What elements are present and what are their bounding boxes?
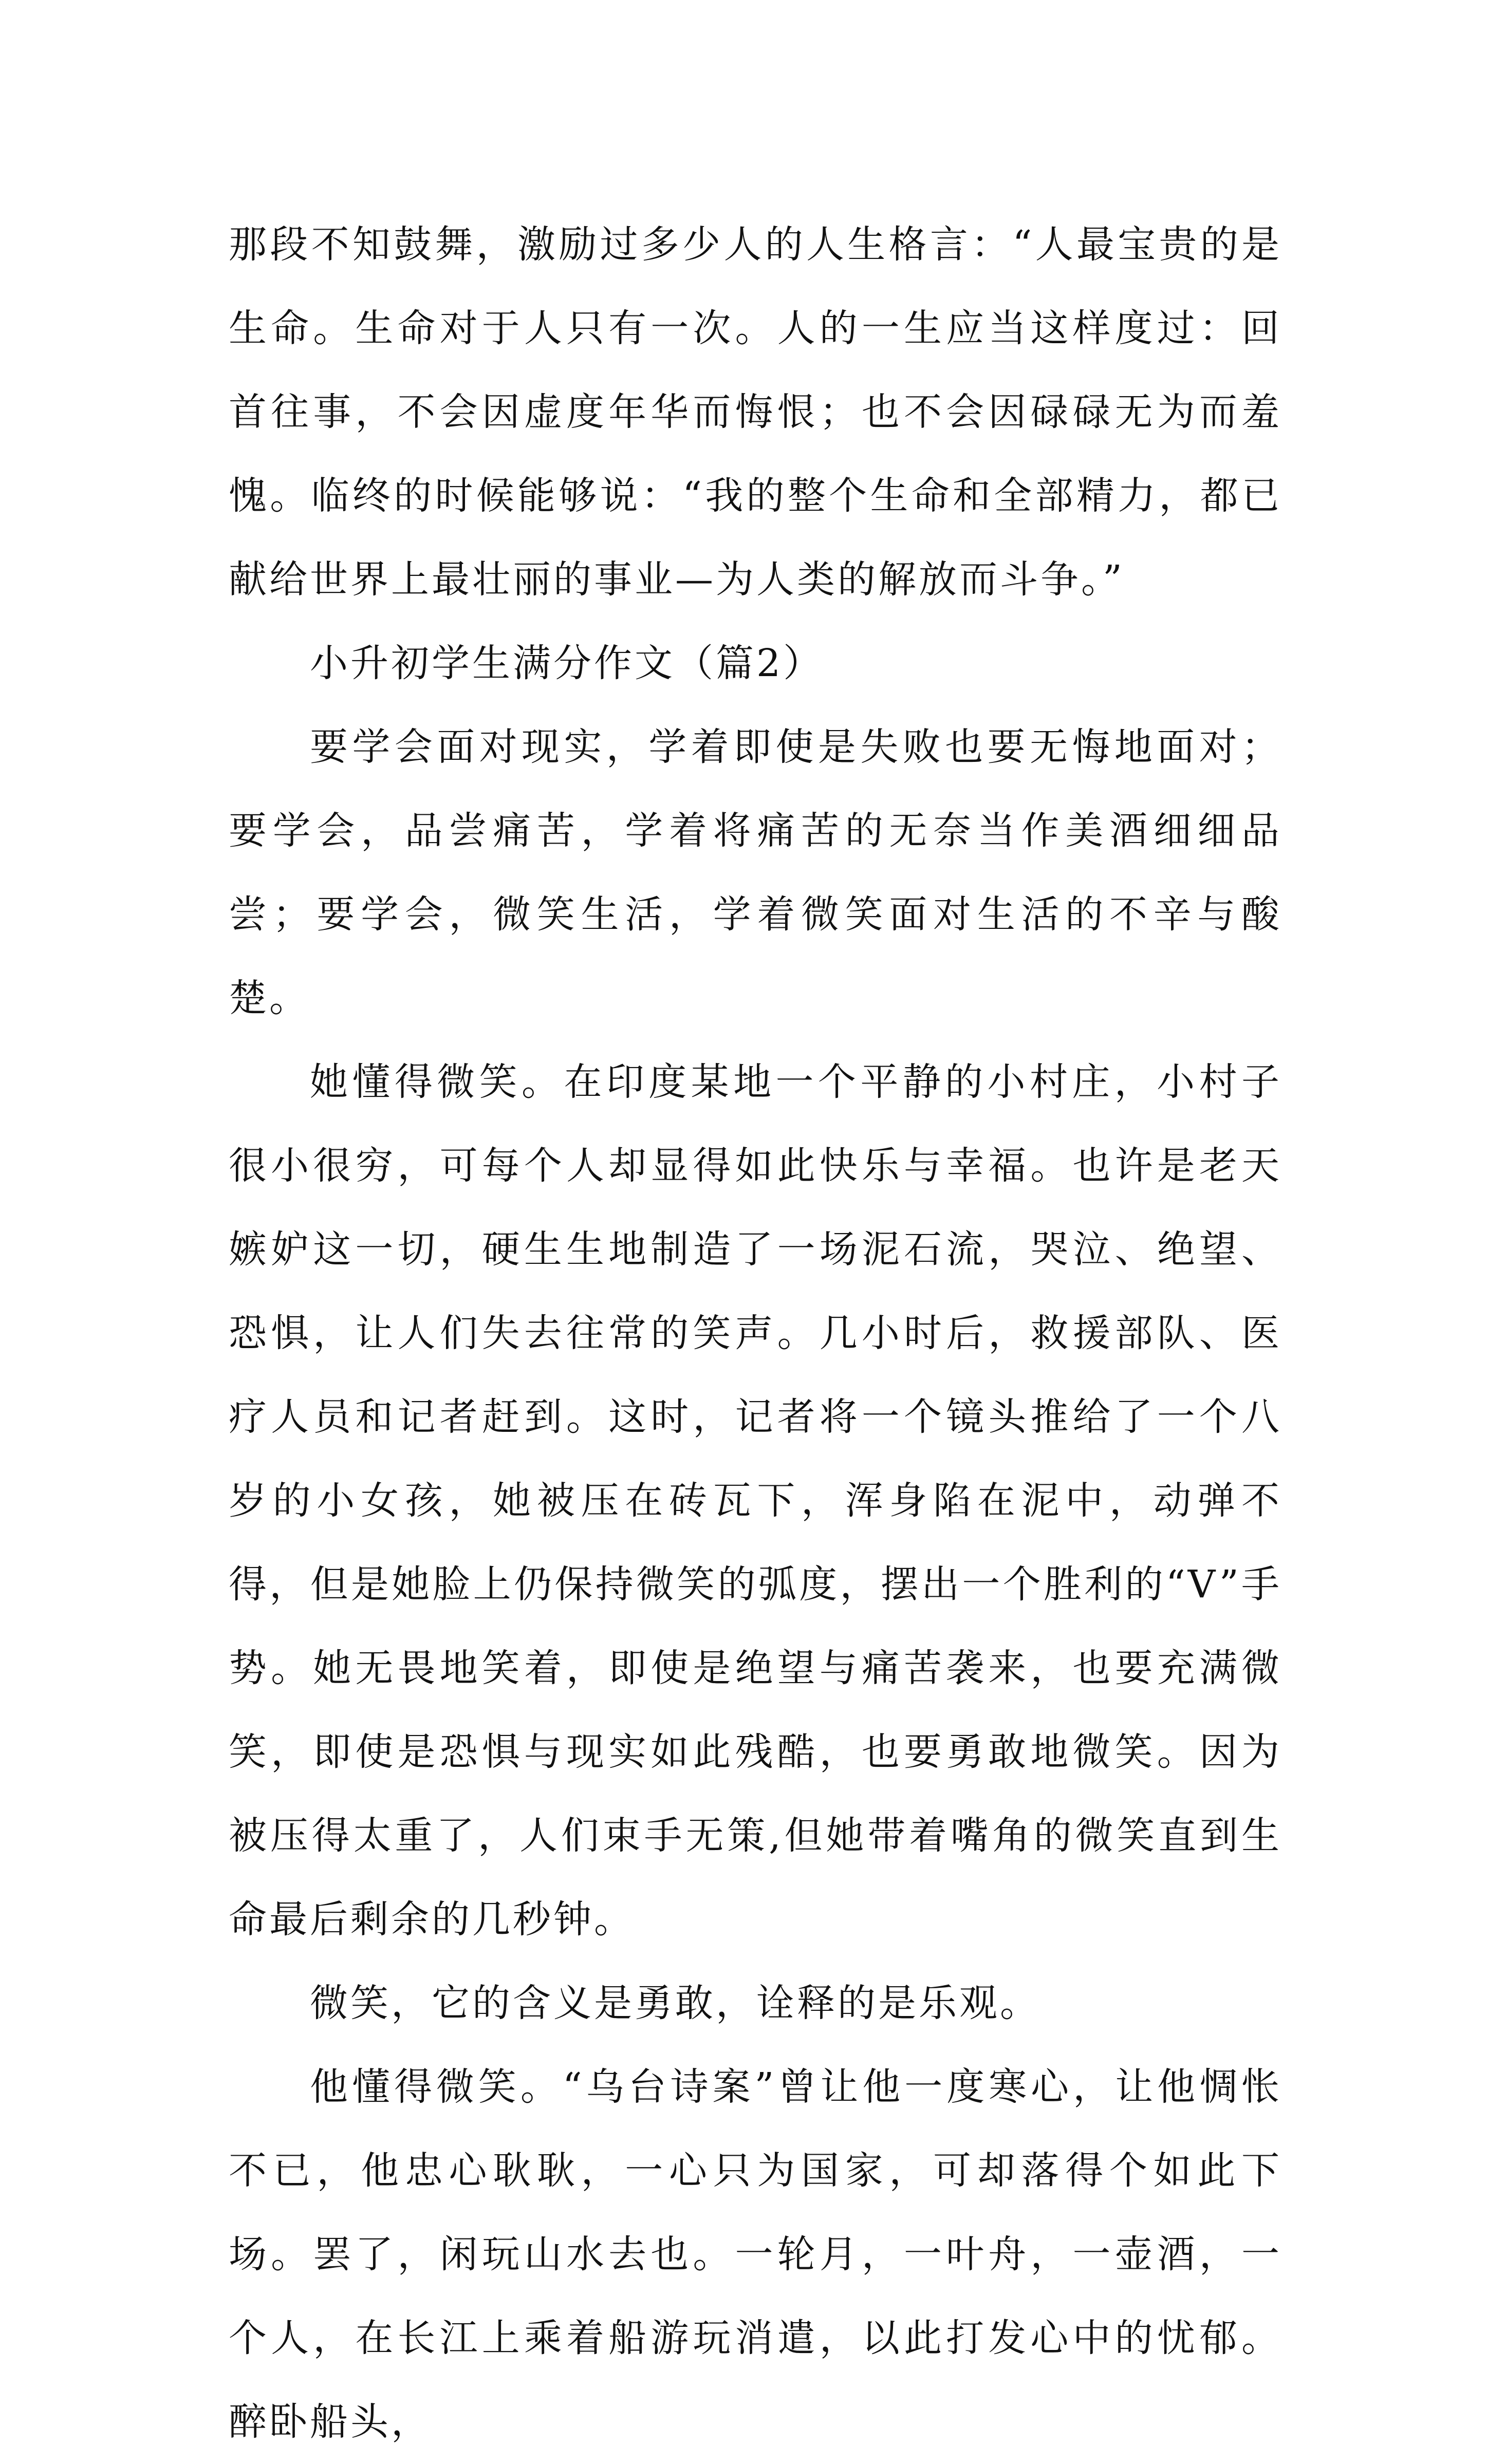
essay-body xyxy=(229,203,1282,2464)
paragraph-poet-smile: 他懂得微笑。“乌台诗案”曾让他一度寒心，让他惆怅不已，他忠心耿耿，一心只为国家，可却落得个如此下场。罢了，闲玩山水去也。一轮月，一叶舟，一壶酒，一个人，在长江上乘着船游玩消遣，以此打发心中的忧郁。醉卧船头， xyxy=(229,2065,1282,2444)
essay-heading: 小升初学生满分作文（篇2） xyxy=(310,641,824,685)
paragraph-meaning: 微笑，它的含义是勇敢，诠释的是乐观。 xyxy=(310,1981,1040,2025)
paragraph-learn: 要学会面对现实，学着即使是失败也要无悔地面对；要学会，品尝痛苦，学着将痛苦的无奈当作美酒细细品尝；要学会，微笑生活，学着微笑面对生活的不辛与酸楚。 xyxy=(229,725,1282,1020)
paragraph-quote: 那段不知鼓舞，激励过多少人的人生格言：“人最宝贵的是生命。生命对于人只有一次。人的一生应当这样度过：回首往事，不会因虚度年华而悔恨；也不会因碌碌无为而羞愧。临终的时候能够说：“我的整个生命和全部精力，都已献给世界上最壮丽的事业—为人类的解放而斗争。” xyxy=(229,222,1282,602)
paragraph-girl-smile: 她懂得微笑。在印度某地一个平静的小村庄，小村子很小很穷，可每个人却显得如此快乐与幸福。也许是老天嫉妒这一切，硬生生地制造了一场泥石流，哭泣、绝望、恐惧，让人们失去往常的笑声。几小时后，救援部队、医疗人员和记者赶到。这时，记者将一个镜头推给了一个八岁的小女孩，她被压在砖瓦下，浑身陷在泥中，动弹不得，但是她脸上仍保持微笑的弧度，摆出一个胜利的“V”手势。她无畏地笑着，即使是绝望与痛苦袭来，也要充满微笑，即使是恐惧与现实如此残酷，也要勇敢地微笑。因为被压得太重了，人们束手无策,但她带着嘴角的微笑直到生命最后剩余的几秒钟。 xyxy=(229,1060,1282,1942)
